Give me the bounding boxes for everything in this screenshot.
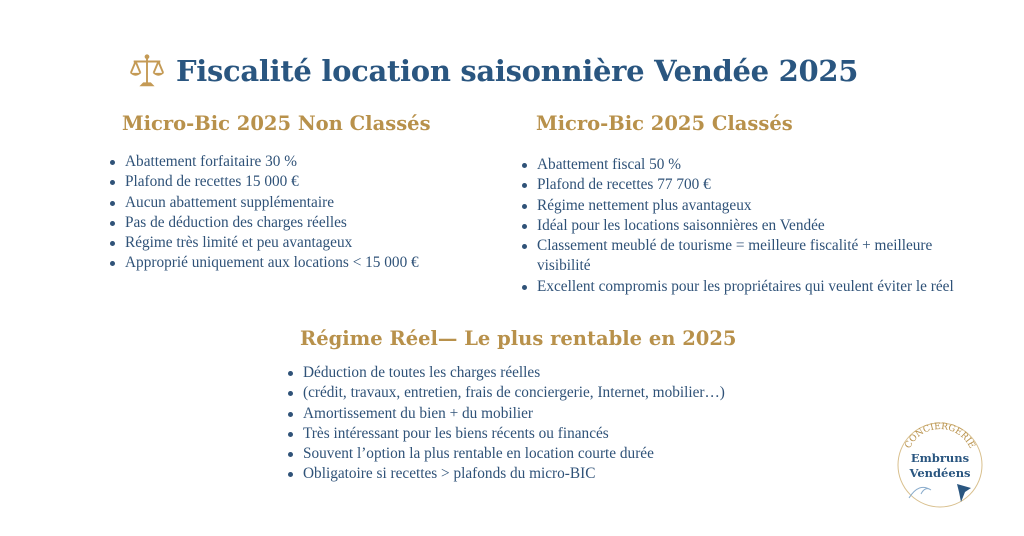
section-heading-classes: Micro-Bic 2025 Classés: [536, 112, 793, 135]
list-item: Plafond de recettes 77 700 €: [537, 175, 987, 195]
scales-icon: [128, 52, 166, 90]
logo-line2: Vendéens: [909, 466, 971, 480]
page-title-block: [128, 52, 858, 90]
list-item: Souvent l’option la plus rentable en location courte durée: [303, 444, 725, 464]
svg-text:CONCIERGERIE: [903, 422, 976, 450]
list-item: Abattement fiscal 50 %: [537, 155, 987, 175]
section-heading-reel: Régime Réel— Le plus rentable en 2025: [300, 327, 737, 350]
list-item: Plafond de recettes 15 000 €: [125, 172, 419, 192]
list-non-classes: [104, 152, 419, 274]
list-reel: [282, 363, 725, 485]
section-heading-non-classes: Micro-Bic 2025 Non Classés: [122, 112, 431, 135]
list-item: Approprié uniquement aux locations < 15 000 €: [125, 253, 419, 273]
list-item: Régime nettement plus avantageux: [537, 196, 987, 216]
list-item: Idéal pour les locations saisonnières en Vendée: [537, 216, 987, 236]
list-item: Déduction de toutes les charges réelles: [303, 363, 725, 383]
list-item: Abattement forfaitaire 30 %: [125, 152, 419, 172]
logo-line1: Embruns: [910, 451, 970, 465]
list-item: Pas de déduction des charges réelles: [125, 213, 419, 233]
list-item: Régime très limité et peu avantageux: [125, 233, 419, 253]
logo: [895, 420, 985, 510]
list-item: Amortissement du bien + du mobilier: [303, 404, 725, 424]
list-classes: [516, 155, 987, 297]
list-item: Excellent compromis pour les propriétaires qui veulent éviter le réel: [537, 277, 987, 297]
list-item: Très intéressant pour les biens récents ou financés: [303, 424, 725, 444]
page-title: Fiscalité location saisonnière Vendée 2025: [176, 54, 859, 88]
list-item: Aucun abattement supplémentaire: [125, 193, 419, 213]
list-item: Classement meublé de tourisme = meilleure fiscalité + meilleure visibilité: [537, 236, 987, 277]
list-item: Obligatoire si recettes > plafonds du micro-BIC: [303, 464, 725, 484]
logo-top-text: CONCIERGERIE: [903, 421, 977, 451]
list-item: (crédit, travaux, entretien, frais de conciergerie, Internet, mobilier…): [303, 383, 725, 403]
